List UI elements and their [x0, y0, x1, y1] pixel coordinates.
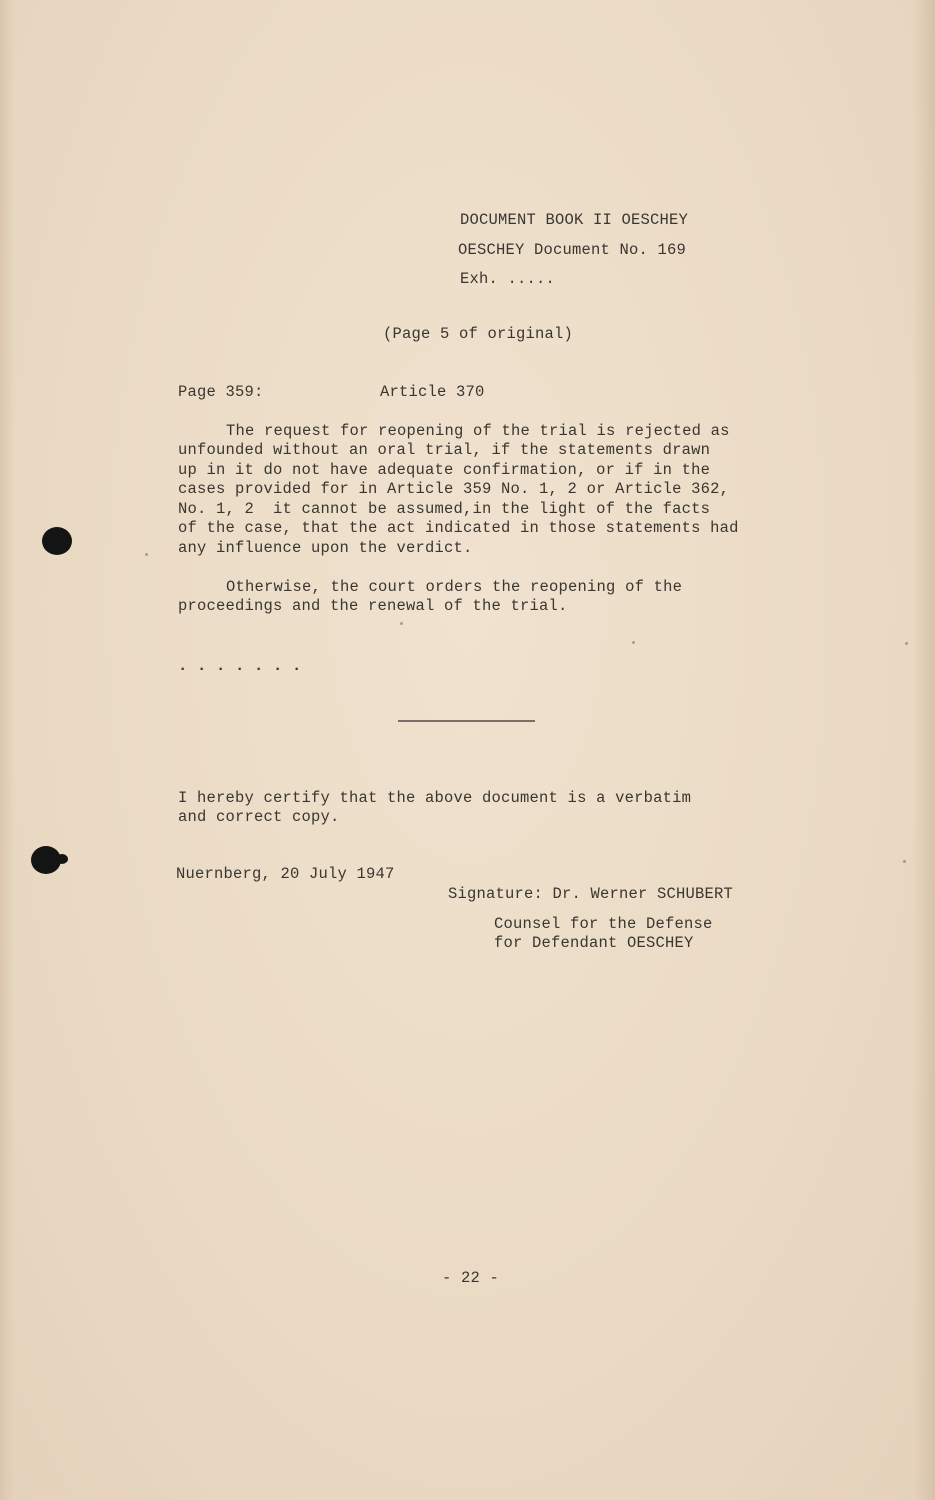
- paper-speck: [632, 641, 635, 644]
- paper-edge-left: [0, 0, 14, 1500]
- paragraph-line: cases provided for in Article 359 No. 1, 2 or Article 362,: [178, 480, 730, 498]
- certification-line: and correct copy.: [178, 808, 340, 826]
- page-of-original: (Page 5 of original): [383, 325, 574, 343]
- paragraph-line: of the case, that the act indicated in those statements had: [178, 519, 739, 537]
- paragraph-line: proceedings and the renewal of the trial.: [178, 597, 568, 615]
- page-number: - 22 -: [442, 1269, 500, 1287]
- paragraph-line: up in it do not have adequate confirmation, or if in the: [178, 461, 711, 479]
- article-reference: Article 370: [380, 383, 485, 401]
- omission-ellipsis: . . . . . . .: [178, 657, 302, 675]
- separator-rule: [398, 720, 535, 722]
- paper-speck: [145, 553, 148, 556]
- document-number-line: OESCHEY Document No. 169: [458, 241, 687, 259]
- exhibit-line: Exh. .....: [460, 270, 556, 288]
- punch-hole-upper: [42, 527, 72, 555]
- paper-speck: [905, 642, 908, 645]
- paper-speck: [400, 622, 403, 625]
- signature-line: Signature: Dr. Werner SCHUBERT: [448, 885, 734, 903]
- paragraph-line: No. 1, 2 it cannot be assumed,in the light of the facts: [178, 500, 711, 518]
- paragraph-line: unfounded without an oral trial, if the statements drawn: [178, 441, 711, 459]
- document-book-line: DOCUMENT BOOK II OESCHEY: [460, 211, 689, 229]
- paragraph-line: The request for reopening of the trial is rejected as: [226, 422, 730, 440]
- punch-hole-lower-tail: [56, 854, 68, 864]
- counsel-line: Counsel for the Defense: [494, 915, 713, 933]
- page-reference: Page 359:: [178, 383, 264, 401]
- paragraph-line: Otherwise, the court orders the reopening of the: [226, 578, 683, 596]
- certification-line: I hereby certify that the above document is a verbatim: [178, 789, 692, 807]
- paragraph-line: any influence upon the verdict.: [178, 539, 473, 557]
- paper-speck: [903, 860, 906, 863]
- place-and-date: Nuernberg, 20 July 1947: [176, 865, 395, 883]
- counsel-line: for Defendant OESCHEY: [494, 934, 694, 952]
- paper-edge-right: [913, 0, 935, 1500]
